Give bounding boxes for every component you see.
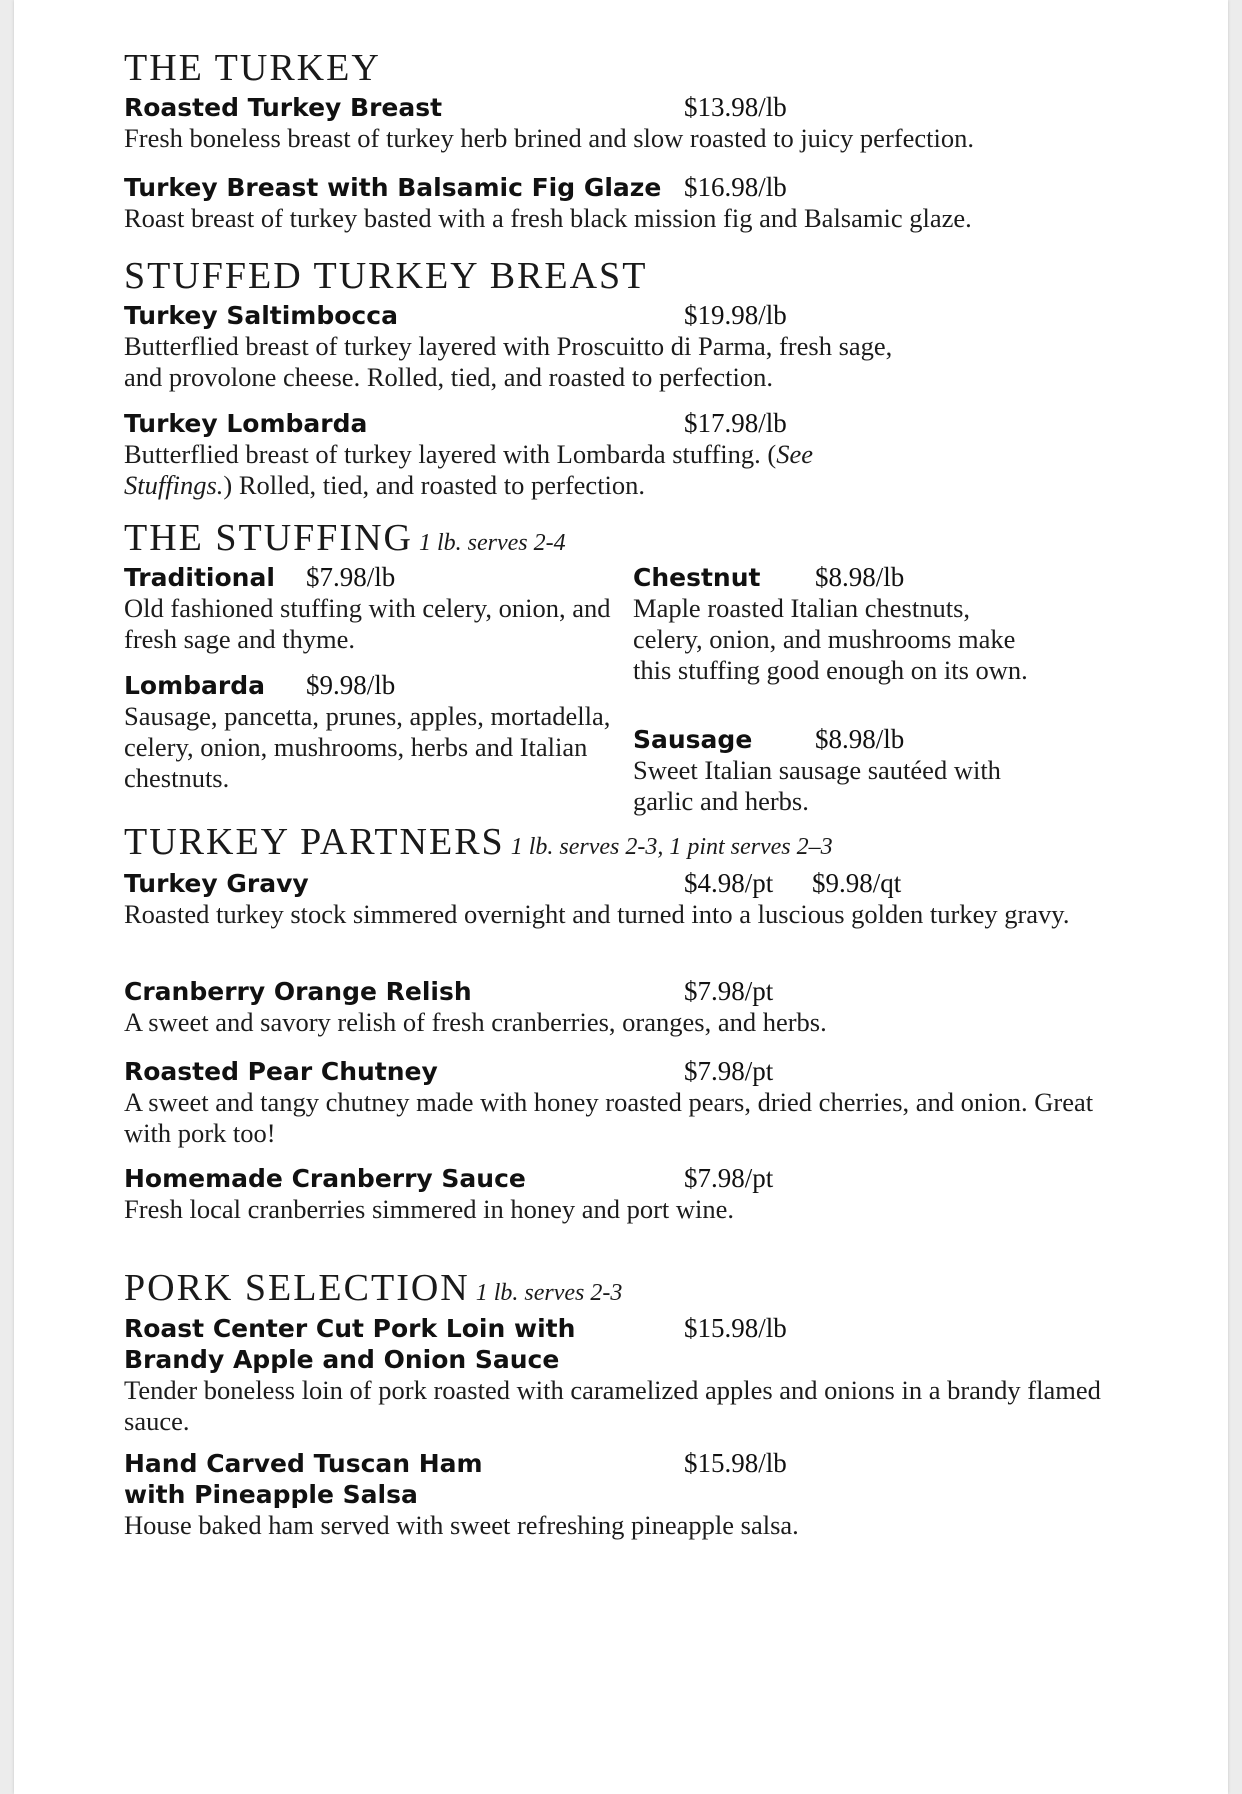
menu-item [124, 1448, 1134, 1541]
section-title-stuffing [124, 516, 566, 560]
item-name: Turkey Gravy [124, 869, 309, 898]
item-price: $13.98/lb [684, 92, 787, 122]
item-price: $8.98/lb [815, 562, 905, 592]
section-title-partners [124, 820, 833, 864]
menu-item [124, 92, 1134, 154]
item-description: Fresh boneless breast of turkey herb brined and slow roasted to juicy perfection. [124, 123, 974, 153]
item-name: Chestnut [633, 563, 761, 592]
item-description: Butterflied breast of turkey layered with Proscuitto di Parma, fresh sage, and provolone cheese. Rolled, tied, and roasted to perfection. [124, 331, 893, 392]
section-heading: PORK SELECTION [124, 1267, 470, 1309]
menu-item [124, 408, 1134, 501]
desc-part: ) Rolled, tied, and roasted to perfection. [223, 470, 646, 500]
menu-item [124, 300, 1134, 393]
item-name: Hand Carved Tuscan Ham [124, 1449, 483, 1478]
item-description: Tender boneless loin of pork roasted with caramelized apples and onions in a brandy flamed sauce. [124, 1375, 1101, 1436]
item-name: Turkey Breast with Balsamic Fig Glaze [124, 173, 662, 202]
item-description: Fresh local cranberries simmered in honey and port wine. [124, 1194, 735, 1224]
item-price: $4.98/pt [684, 868, 774, 898]
section-note: 1 lb. serves 2-4 [418, 530, 566, 556]
menu-item [124, 1313, 1134, 1437]
menu-page [14, 0, 1228, 1794]
item-name: Traditional [124, 563, 275, 592]
item-name: Turkey Saltimbocca [124, 301, 398, 330]
desc-part: Butterflied breast of turkey layered with Lombarda stuffing. ( [124, 439, 777, 469]
item-price: $9.98/lb [306, 670, 396, 700]
menu-item [124, 670, 624, 794]
item-price: $7.98/pt [684, 1163, 774, 1193]
section-heading: THE TURKEY [124, 47, 381, 89]
item-description: Sausage, pancetta, prunes, apples, mortadella, celery, onion, mushrooms, herbs and Italian chestnuts. [124, 701, 611, 793]
section-note: 1 lb. serves 2-3 [475, 1280, 623, 1306]
item-name: Lombarda [124, 671, 266, 700]
item-name: Roasted Pear Chutney [124, 1057, 438, 1086]
item-price: $7.98/pt [684, 976, 774, 1006]
menu-item [124, 1163, 1134, 1225]
desc-italic: See Stuffings. [124, 439, 814, 500]
item-description: Roasted turkey stock simmered overnight and turned into a luscious golden turkey gravy. [124, 899, 1070, 929]
menu-item [124, 868, 1134, 930]
item-price: $15.98/lb [684, 1313, 787, 1343]
item-description: A sweet and tangy chutney made with honey roasted pears, dried cherries, and onion. Great with pork too! [124, 1087, 1094, 1148]
item-price-quart: $9.98/qt [812, 868, 902, 898]
item-price: $15.98/lb [684, 1448, 787, 1478]
section-heading: STUFFED TURKEY BREAST [124, 255, 648, 297]
item-description: Old fashioned stuffing with celery, onion, and fresh sage and thyme. [124, 593, 611, 654]
item-name: Turkey Lombarda [124, 409, 368, 438]
item-name-line2: with Pineapple Salsa [124, 1480, 418, 1509]
menu-item [124, 976, 1134, 1038]
item-price: $16.98/lb [684, 172, 787, 202]
item-description: Roast breast of turkey basted with a fresh black mission fig and Balsamic glaze. [124, 203, 972, 233]
menu-item [124, 172, 1134, 234]
menu-item [633, 562, 1053, 686]
item-price: $7.98/lb [306, 562, 396, 592]
item-name: Roast Center Cut Pork Loin with [124, 1314, 576, 1343]
item-description: Maple roasted Italian chestnuts, celery, onion, and mushrooms make this stuffing good enough on its own. [633, 593, 1028, 685]
menu-item [124, 562, 624, 655]
item-description: Sweet Italian sausage sautéed with garlic and herbs. [633, 755, 1001, 816]
item-price: $7.98/pt [684, 1056, 774, 1086]
item-price: $19.98/lb [684, 300, 787, 330]
item-name: Roasted Turkey Breast [124, 93, 443, 122]
menu-item [124, 1056, 1134, 1149]
section-title-pork [124, 1266, 622, 1310]
section-heading: TURKEY PARTNERS [124, 821, 505, 863]
section-heading: THE STUFFING [124, 517, 413, 559]
item-name-line2: Brandy Apple and Onion Sauce [124, 1345, 560, 1374]
item-description: House baked ham served with sweet refreshing pineapple salsa. [124, 1510, 799, 1540]
section-note: 1 lb. serves 2-3, 1 pint serves 2–3 [510, 834, 833, 860]
menu-item [633, 724, 1053, 817]
item-price: $8.98/lb [815, 724, 905, 754]
item-price: $17.98/lb [684, 408, 787, 438]
item-description [124, 439, 924, 501]
section-title-turkey [124, 46, 381, 90]
item-description: A sweet and savory relish of fresh cranberries, oranges, and herbs. [124, 1007, 827, 1037]
item-name: Sausage [633, 725, 753, 754]
section-title-stuffed [124, 254, 647, 298]
item-name: Homemade Cranberry Sauce [124, 1164, 526, 1193]
item-name: Cranberry Orange Relish [124, 977, 472, 1006]
